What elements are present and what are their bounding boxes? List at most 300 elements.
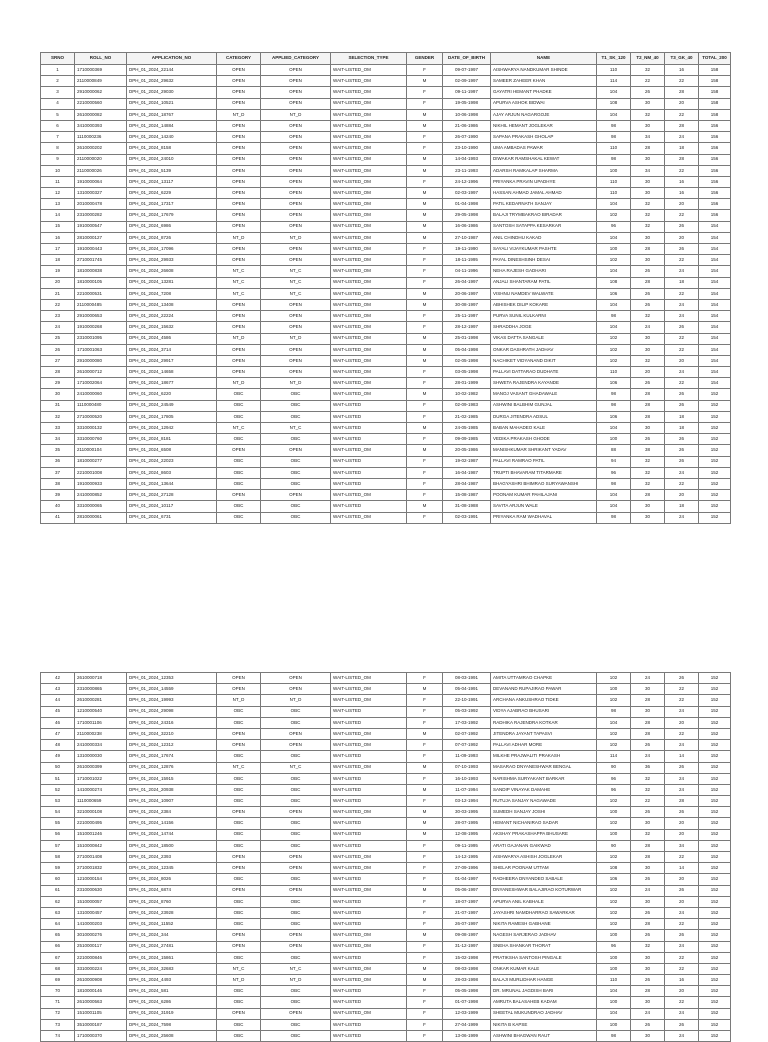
cell-srno: 29: [41, 378, 75, 389]
table-row: [41, 232, 731, 243]
cell-gender: F: [407, 1019, 443, 1030]
cell-date-of-birth: 18-07-1997: [443, 896, 491, 907]
cell-t3-gk-40: 16: [665, 975, 699, 986]
cell-t2-nm-40: 30: [631, 863, 665, 874]
cell-total-200: 156: [699, 120, 731, 131]
cell-srno: 53: [41, 796, 75, 807]
table-row: [41, 941, 731, 952]
cell-total-200: 152: [699, 490, 731, 501]
cell-name: NARISHMA SURYAKANT BARKAR: [491, 773, 597, 784]
cell-gender: M: [407, 423, 443, 434]
cell-t2-nm-40: 24: [631, 885, 665, 896]
cell-total-200: 154: [699, 367, 731, 378]
cell-t1-sk-120: 106: [597, 378, 631, 389]
cell-srno: 49: [41, 751, 75, 762]
cell-application-no: DPH_01_2024_22144: [127, 65, 217, 76]
cell-roll-no: 3210000108: [75, 807, 127, 818]
cell-gender: F: [407, 400, 443, 411]
cell-t1-sk-120: 110: [597, 975, 631, 986]
cell-gender: F: [407, 266, 443, 277]
cell-name: NACHIKET VIDYANAND DIKIT: [491, 355, 597, 366]
cell-roll-no: 2410000852: [75, 490, 127, 501]
cell-t1-sk-120: 100: [597, 244, 631, 255]
col-header-srno: SRNO: [41, 53, 75, 65]
cell-srno: 41: [41, 512, 75, 523]
table-row: [41, 344, 731, 355]
cell-t3-gk-40: 20: [665, 199, 699, 210]
cell-t3-gk-40: 22: [665, 333, 699, 344]
cell-t2-nm-40: 26: [631, 930, 665, 941]
cell-total-200: 152: [699, 434, 731, 445]
cell-total-200: 152: [699, 919, 731, 930]
cell-gender: F: [407, 255, 443, 266]
cell-gender: M: [407, 807, 443, 818]
cell-category: NT_C: [217, 288, 261, 299]
cell-srno: 50: [41, 762, 75, 773]
cell-total-200: 152: [699, 963, 731, 974]
cell-t3-gk-40: 22: [665, 378, 699, 389]
cell-name: ONKAR KUMAR KALE: [491, 963, 597, 974]
cell-gender: F: [407, 367, 443, 378]
cell-application-no: DPH_01_2024_12345: [127, 863, 217, 874]
cell-t3-gk-40: 26: [665, 762, 699, 773]
cell-roll-no: 2910000653: [75, 311, 127, 322]
cell-date-of-birth: 03-05-1998: [443, 367, 491, 378]
cell-applied-category: OBC: [261, 986, 331, 997]
cell-date-of-birth: 21-07-1997: [443, 907, 491, 918]
cell-name: AISHWARYA ASHISH JOGLEKAR: [491, 852, 597, 863]
cell-srno: 59: [41, 863, 75, 874]
cell-srno: 10: [41, 165, 75, 176]
cell-category: OPEN: [217, 65, 261, 76]
cell-t3-gk-40: 26: [665, 244, 699, 255]
cell-gender: F: [407, 941, 443, 952]
table-row: [41, 411, 731, 422]
cell-gender: F: [407, 132, 443, 143]
cell-category: OPEN: [217, 941, 261, 952]
cell-roll-no: 2610000202: [75, 143, 127, 154]
table-row: [41, 456, 731, 467]
cell-roll-no: 2010000478: [75, 199, 127, 210]
table-row: [41, 434, 731, 445]
table-row: [41, 389, 731, 400]
cell-t2-nm-40: 26: [631, 807, 665, 818]
cell-total-200: 152: [699, 852, 731, 863]
cell-name: PAYAL DINESHSINH DESAI: [491, 255, 597, 266]
cell-category: NT_D: [217, 378, 261, 389]
cell-name: PRIYANKA RAM WADHAVAL: [491, 512, 597, 523]
cell-t2-nm-40: 34: [631, 132, 665, 143]
cell-category: OPEN: [217, 673, 261, 684]
cell-t2-nm-40: 24: [631, 673, 665, 684]
cell-applied-category: OPEN: [261, 322, 331, 333]
cell-applied-category: OPEN: [261, 740, 331, 751]
cell-selection-type: WAIT-LISTED_OM: [331, 299, 407, 310]
table-row: [41, 445, 731, 456]
cell-gender: F: [407, 706, 443, 717]
cell-selection-type: WAIT-LISTED_OM: [331, 232, 407, 243]
cell-t2-nm-40: 32: [631, 311, 665, 322]
cell-t3-gk-40: 28: [665, 87, 699, 98]
cell-application-no: DPH_01_2024_8760: [127, 896, 217, 907]
cell-name: SHWETA RAJENDRA KAYANDE: [491, 378, 597, 389]
cell-applied-category: OBC: [261, 456, 331, 467]
cell-date-of-birth: 23-11-1993: [443, 165, 491, 176]
cell-applied-category: OPEN: [261, 143, 331, 154]
cell-roll-no: 2110000104: [75, 445, 127, 456]
cell-name: DEVANAND RUPAJIRAO PAWAR: [491, 684, 597, 695]
table-row: [41, 367, 731, 378]
cell-applied-category: OPEN: [261, 684, 331, 695]
cell-name: VIDYA AJABRAO BHUSARI: [491, 706, 597, 717]
table-row: [41, 818, 731, 829]
cell-t1-sk-120: 104: [597, 501, 631, 512]
cell-total-200: 152: [699, 411, 731, 422]
cell-gender: M: [407, 885, 443, 896]
cell-t2-nm-40: 30: [631, 963, 665, 974]
cell-applied-category: NT_C: [261, 277, 331, 288]
cell-t2-nm-40: 28: [631, 717, 665, 728]
cell-total-200: 152: [699, 885, 731, 896]
cell-t2-nm-40: 32: [631, 210, 665, 221]
cell-category: OPEN: [217, 132, 261, 143]
cell-category: OPEN: [217, 367, 261, 378]
cell-t2-nm-40: 28: [631, 490, 665, 501]
cell-t1-sk-120: 100: [597, 165, 631, 176]
table-row: [41, 199, 731, 210]
cell-total-200: 154: [699, 344, 731, 355]
cell-selection-type: WAIT-LISTED_OM: [331, 344, 407, 355]
cell-selection-type: WAIT-LISTED: [331, 986, 407, 997]
cell-roll-no: 1810000105: [75, 277, 127, 288]
cell-gender: M: [407, 232, 443, 243]
cell-category: OBC: [217, 840, 261, 851]
cell-date-of-birth: 31-08-1988: [443, 501, 491, 512]
cell-selection-type: WAIT-LISTED: [331, 784, 407, 795]
cell-date-of-birth: 09-11-1997: [443, 87, 491, 98]
cell-total-200: 156: [699, 210, 731, 221]
cell-date-of-birth: 16-04-1987: [443, 467, 491, 478]
cell-total-200: 152: [699, 695, 731, 706]
cell-selection-type: WAIT-LISTED_OM: [331, 852, 407, 863]
table-row: [41, 840, 731, 851]
cell-selection-type: WAIT-LISTED: [331, 411, 407, 422]
table-row: [41, 154, 731, 165]
cell-applied-category: OBC: [261, 952, 331, 963]
cell-total-200: 152: [699, 907, 731, 918]
table-row: [41, 244, 731, 255]
col-header-roll-no: ROLL_NO: [75, 53, 127, 65]
cell-t1-sk-120: 98: [597, 132, 631, 143]
cell-t3-gk-40: 26: [665, 322, 699, 333]
cell-roll-no: 3310000224: [75, 963, 127, 974]
cell-name: ASHWINI BALBHIM GUNJAL: [491, 400, 597, 411]
cell-category: OBC: [217, 829, 261, 840]
cell-gender: F: [407, 490, 443, 501]
cell-t1-sk-120: 102: [597, 896, 631, 907]
cell-t3-gk-40: 18: [665, 277, 699, 288]
cell-date-of-birth: 08-03-1991: [443, 673, 491, 684]
cell-date-of-birth: 09-07-1997: [443, 65, 491, 76]
cell-srno: 45: [41, 706, 75, 717]
cell-name: RADHIKA RAJENDRA KOTKAR: [491, 717, 597, 728]
cell-gender: M: [407, 355, 443, 366]
cell-selection-type: WAIT-LISTED: [331, 400, 407, 411]
cell-t1-sk-120: 108: [597, 863, 631, 874]
cell-roll-no: 2410000334: [75, 740, 127, 751]
cell-category: NT_D: [217, 232, 261, 243]
cell-total-200: 156: [699, 154, 731, 165]
cell-t3-gk-40: 26: [665, 1019, 699, 1030]
cell-t3-gk-40: 22: [665, 255, 699, 266]
cell-date-of-birth: 11-07-1994: [443, 784, 491, 795]
cell-roll-no: 2910000080: [75, 355, 127, 366]
cell-application-no: DPH_01_2024_13408: [127, 299, 217, 310]
cell-application-no: DPH_01_2024_10117: [127, 501, 217, 512]
cell-application-no: DPH_01_2024_6286: [127, 997, 217, 1008]
cell-name: PRATIKSHA SANTOSH PINGALE: [491, 952, 597, 963]
cell-category: OPEN: [217, 154, 261, 165]
cell-date-of-birth: 24-12-1996: [443, 176, 491, 187]
cell-application-no: DPH_01_2024_14744: [127, 829, 217, 840]
cell-application-no: DPH_01_2024_27481: [127, 941, 217, 952]
cell-roll-no: 1410000203: [75, 919, 127, 930]
cell-applied-category: OPEN: [261, 885, 331, 896]
cell-t3-gk-40: 26: [665, 456, 699, 467]
cell-name: MANISHKUMAR SHRIKANT YADAV: [491, 445, 597, 456]
cell-t2-nm-40: 22: [631, 796, 665, 807]
cell-name: AMITA UTTAMRAO CHAPKE: [491, 673, 597, 684]
cell-t3-gk-40: 28: [665, 154, 699, 165]
cell-gender: M: [407, 188, 443, 199]
cell-date-of-birth: 03-12-1994: [443, 796, 491, 807]
cell-t2-nm-40: 26: [631, 87, 665, 98]
cell-t2-nm-40: 30: [631, 255, 665, 266]
cell-applied-category: OPEN: [261, 355, 331, 366]
table-row: [41, 773, 731, 784]
cell-selection-type: WAIT-LISTED: [331, 907, 407, 918]
cell-total-200: 152: [699, 740, 731, 751]
cell-roll-no: 2310000282: [75, 210, 127, 221]
cell-gender: F: [407, 796, 443, 807]
cell-date-of-birth: 20-06-1997: [443, 288, 491, 299]
cell-name: AMRUTA BALASAHEB KADAM: [491, 997, 597, 1008]
cell-total-200: 152: [699, 478, 731, 489]
cell-selection-type: WAIT-LISTED_OM: [331, 120, 407, 131]
table-row: [41, 255, 731, 266]
cell-date-of-birth: 30-03-1995: [443, 807, 491, 818]
cell-name: SUMEDH SANJAY JOSHI: [491, 807, 597, 818]
cell-total-200: 154: [699, 355, 731, 366]
cell-t1-sk-120: 104: [597, 109, 631, 120]
cell-total-200: 152: [699, 807, 731, 818]
cell-application-no: DPH_01_2024_8181: [127, 434, 217, 445]
cell-roll-no: 2110000020: [75, 154, 127, 165]
cell-selection-type: WAIT-LISTED: [331, 840, 407, 851]
cell-date-of-birth: 14-04-1993: [443, 154, 491, 165]
cell-t2-nm-40: 32: [631, 456, 665, 467]
cell-t1-sk-120: 98: [597, 706, 631, 717]
cell-application-no: DPH_01_2024_12312: [127, 740, 217, 751]
cell-gender: F: [407, 840, 443, 851]
cell-category: OBC: [217, 456, 261, 467]
cell-t3-gk-40: 22: [665, 478, 699, 489]
cell-roll-no: 2710001832: [75, 863, 127, 874]
cell-category: OPEN: [217, 322, 261, 333]
cell-name: AJAY ARJUN NAGARGOJE: [491, 109, 597, 120]
table-row: [41, 1008, 731, 1019]
cell-category: OPEN: [217, 684, 261, 695]
cell-application-no: DPH_01_2024_29933: [127, 255, 217, 266]
table-row: [41, 706, 731, 717]
cell-applied-category: OPEN: [261, 1008, 331, 1019]
cell-t3-gk-40: 16: [665, 176, 699, 187]
cell-applied-category: OPEN: [261, 244, 331, 255]
cell-category: OPEN: [217, 490, 261, 501]
cell-applied-category: OBC: [261, 400, 331, 411]
cell-date-of-birth: 18-11-1995: [443, 255, 491, 266]
cell-total-200: 152: [699, 445, 731, 456]
cell-t2-nm-40: 26: [631, 266, 665, 277]
cell-t3-gk-40: 26: [665, 221, 699, 232]
cell-t2-nm-40: 28: [631, 244, 665, 255]
cell-selection-type: WAIT-LISTED_OM: [331, 65, 407, 76]
cell-t2-nm-40: 26: [631, 907, 665, 918]
cell-gender: F: [407, 852, 443, 863]
cell-category: OPEN: [217, 445, 261, 456]
cell-date-of-birth: 09-08-1997: [443, 930, 491, 941]
cell-selection-type: WAIT-LISTED: [331, 997, 407, 1008]
cell-selection-type: WAIT-LISTED: [331, 751, 407, 762]
cell-selection-type: WAIT-LISTED_OM: [331, 277, 407, 288]
cell-date-of-birth: 11-09-1993: [443, 751, 491, 762]
cell-roll-no: 1810000146: [75, 986, 127, 997]
cell-category: NT_D: [217, 975, 261, 986]
cell-date-of-birth: 26-07-1990: [443, 132, 491, 143]
cell-srno: 24: [41, 322, 75, 333]
cell-total-200: 152: [699, 997, 731, 1008]
col-header-gender: GENDER: [407, 53, 443, 65]
cell-selection-type: WAIT-LISTED_OM: [331, 807, 407, 818]
cell-t2-nm-40: 36: [631, 762, 665, 773]
cell-category: NT_C: [217, 277, 261, 288]
cell-category: OPEN: [217, 221, 261, 232]
cell-category: NT_C: [217, 423, 261, 434]
cell-selection-type: WAIT-LISTED: [331, 952, 407, 963]
cell-application-no: DPH_01_2024_18767: [127, 109, 217, 120]
cell-t1-sk-120: 110: [597, 65, 631, 76]
cell-t1-sk-120: 102: [597, 673, 631, 684]
cell-applied-category: OPEN: [261, 65, 331, 76]
cell-selection-type: WAIT-LISTED_OM: [331, 728, 407, 739]
cell-applied-category: OPEN: [261, 221, 331, 232]
cell-gender: F: [407, 874, 443, 885]
cell-category: OBC: [217, 706, 261, 717]
table-row: [41, 673, 731, 684]
cell-t3-gk-40: 28: [665, 796, 699, 807]
cell-total-200: 152: [699, 456, 731, 467]
cell-t2-nm-40: 30: [631, 501, 665, 512]
cell-roll-no: 2110000026: [75, 165, 127, 176]
table-row: [41, 1019, 731, 1030]
cell-applied-category: OBC: [261, 501, 331, 512]
cell-t1-sk-120: 100: [597, 1019, 631, 1030]
cell-application-no: DPH_01_2024_15861: [127, 952, 217, 963]
cell-name: HEMANT NICHANIRAO SADAR: [491, 818, 597, 829]
cell-t3-gk-40: 22: [665, 728, 699, 739]
cell-applied-category: OPEN: [261, 673, 331, 684]
cell-applied-category: OPEN: [261, 311, 331, 322]
cell-application-no: DPH_01_2024_13644: [127, 478, 217, 489]
cell-t3-gk-40: 20: [665, 355, 699, 366]
cell-name: PRIYANKA PRAVIN UPADHYE: [491, 176, 597, 187]
cell-t2-nm-40: 32: [631, 829, 665, 840]
cell-selection-type: WAIT-LISTED_OM: [331, 132, 407, 143]
cell-t1-sk-120: 100: [597, 963, 631, 974]
cell-total-200: 152: [699, 423, 731, 434]
table-row: [41, 717, 731, 728]
cell-applied-category: OBC: [261, 751, 331, 762]
cell-name: AISHWARYA NANDKUMAR SHINDE: [491, 65, 597, 76]
cell-t3-gk-40: 18: [665, 143, 699, 154]
cell-gender: F: [407, 863, 443, 874]
cell-t3-gk-40: 22: [665, 695, 699, 706]
cell-name: SHRADDHA JOGE: [491, 322, 597, 333]
cell-applied-category: OBC: [261, 512, 331, 523]
cell-srno: 54: [41, 807, 75, 818]
cell-t3-gk-40: 22: [665, 684, 699, 695]
cell-t2-nm-40: 20: [631, 367, 665, 378]
cell-name: ANIL CHINDHU KAKAD: [491, 232, 597, 243]
cell-date-of-birth: 10-06-1998: [443, 109, 491, 120]
cell-application-no: DPH_01_2024_14884: [127, 120, 217, 131]
cell-t1-sk-120: 102: [597, 255, 631, 266]
cell-roll-no: 1910000547: [75, 221, 127, 232]
cell-category: OPEN: [217, 807, 261, 818]
cell-t1-sk-120: 104: [597, 717, 631, 728]
col-header-applied-category: APPLIED_CATEGORY: [261, 53, 331, 65]
cell-t2-nm-40: 32: [631, 467, 665, 478]
cell-roll-no: 2710000520: [75, 411, 127, 422]
cell-applied-category: OPEN: [261, 165, 331, 176]
cell-t1-sk-120: 102: [597, 344, 631, 355]
cell-application-no: DPH_01_2024_29098: [127, 706, 217, 717]
cell-name: APURVA ASHOK BIDWAI: [491, 98, 597, 109]
cell-name: NEHA RAJESH GADHARI: [491, 266, 597, 277]
cell-selection-type: WAIT-LISTED_OM: [331, 490, 407, 501]
cell-t3-gk-40: 22: [665, 165, 699, 176]
cell-t2-nm-40: 30: [631, 120, 665, 131]
cell-name: DNYANESHWAR BALAJIRAO KOTURWAR: [491, 885, 597, 896]
cell-srno: 74: [41, 1031, 75, 1042]
cell-t1-sk-120: 104: [597, 1008, 631, 1019]
cell-t2-nm-40: 26: [631, 434, 665, 445]
cell-t2-nm-40: 32: [631, 199, 665, 210]
cell-gender: F: [407, 952, 443, 963]
cell-application-no: DPH_01_2024_6229: [127, 188, 217, 199]
cell-name: SNEHA SHANKAR THORAT: [491, 941, 597, 952]
cell-t1-sk-120: 98: [597, 400, 631, 411]
cell-gender: M: [407, 76, 443, 87]
cell-selection-type: WAIT-LISTED_OM: [331, 975, 407, 986]
cell-t3-gk-40: 22: [665, 852, 699, 863]
cell-t1-sk-120: 96: [597, 784, 631, 795]
cell-selection-type: WAIT-LISTED_OM: [331, 76, 407, 87]
cell-t3-gk-40: 24: [665, 311, 699, 322]
cell-srno: 58: [41, 852, 75, 863]
cell-applied-category: OPEN: [261, 132, 331, 143]
table-row: [41, 65, 731, 76]
